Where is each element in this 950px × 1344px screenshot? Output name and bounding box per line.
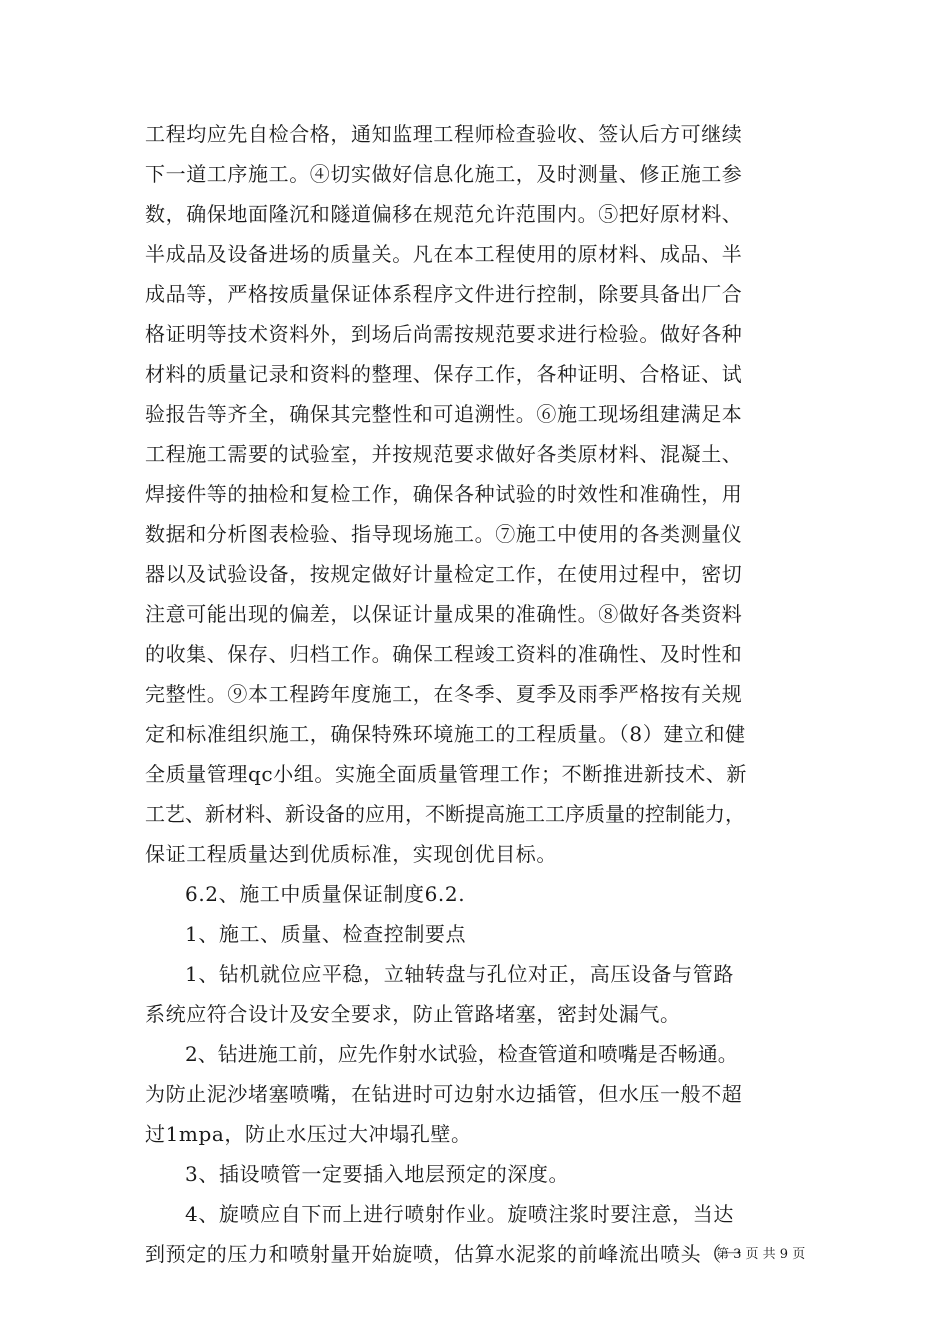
list-item: 4、旋喷应自下而上进行喷射作业。旋喷注浆时要注意，当达: [185, 1202, 734, 1226]
text-line: 工艺、新材料、新设备的应用，不断提高施工工序质量的控制能力，: [145, 802, 745, 826]
text-line: 验报告等齐全，确保其完整性和可追溯性。⑥施工现场组建满足本: [145, 402, 743, 426]
text-line: 成品等，严格按质量保证体系程序文件进行控制，除要具备出厂合: [145, 282, 743, 306]
text-line: 焊接件等的抽检和复检工作，确保各种试验的时效性和准确性，用: [145, 482, 743, 506]
text-line: 定和标准组织施工，确保特殊环境施工的工程质量。（8）建立和健: [145, 722, 746, 746]
subsection-heading: 1、施工、质量、检查控制要点: [185, 922, 467, 946]
list-item: 2、钻进施工前，应先作射水试验，检查管道和喷嘴是否畅通。: [185, 1042, 738, 1066]
text-line: 格证明等技术资料外，到场后尚需按规范要求进行检验。做好各种: [145, 322, 743, 346]
text-line: 全质量管理qc小组。实施全面质量管理工作；不断推进新技术、新: [145, 762, 748, 786]
text-line: 数据和分析图表检验、指导现场施工。⑦施工中使用的各类测量仪: [145, 522, 743, 546]
text-line: 工程施工需要的试验室，并按规范要求做好各类原材料、混凝土、: [145, 442, 743, 466]
text-line: 完整性。⑨本工程跨年度施工，在冬季、夏季及雨季严格按有关规: [145, 682, 743, 706]
page-footer: [0, 1245, 950, 1265]
text-line: 注意可能出现的偏差，以保证计量成果的准确性。⑧做好各类资料: [145, 602, 743, 626]
text-line: 系统应符合设计及安全要求，防止管路堵塞，密封处漏气。: [145, 1002, 681, 1026]
section-heading: 6.2、施工中质量保证制度6.2.: [185, 882, 466, 906]
text-line: 半成品及设备进场的质量关。凡在本工程使用的原材料、成品、半: [145, 242, 743, 266]
text-line: 到预定的压力和喷射量开始旋喷，估算水泥浆的前峰流出喷头（一: [145, 1242, 743, 1266]
text-line: 工程均应先自检合格，通知监理工程师检查验收、签认后方可继续: [145, 122, 743, 146]
text-line: 材料的质量记录和资料的整理、保存工作，各种证明、合格证、试: [145, 362, 743, 386]
list-item: 1、钻机就位应平稳，立轴转盘与孔位对正，高压设备与管路: [185, 962, 734, 986]
text-line: 过1mpa，防止水压过大冲塌孔壁。: [145, 1122, 472, 1146]
document-body: [145, 114, 810, 1274]
text-line: 的收集、保存、归档工作。确保工程竣工资料的准确性、及时性和: [145, 642, 743, 666]
page-number: 第 3 页 共 9 页: [716, 1247, 806, 1262]
text-line: 为防止泥沙堵塞喷嘴，在钻进时可边射水边插管，但水压一般不超: [145, 1082, 743, 1106]
text-line: 数，确保地面隆沉和隧道偏移在规范允许范围内。⑤把好原材料、: [145, 202, 743, 226]
text-line: 器以及试验设备，按规定做好计量检定工作，在使用过程中，密切: [145, 562, 743, 586]
text-line: 下一道工序施工。④切实做好信息化施工，及时测量、修正施工参: [145, 162, 743, 186]
text-line: 保证工程质量达到优质标准，实现创优目标。: [145, 842, 557, 866]
list-item: 3、插设喷管一定要插入地层预定的深度。: [185, 1162, 570, 1186]
